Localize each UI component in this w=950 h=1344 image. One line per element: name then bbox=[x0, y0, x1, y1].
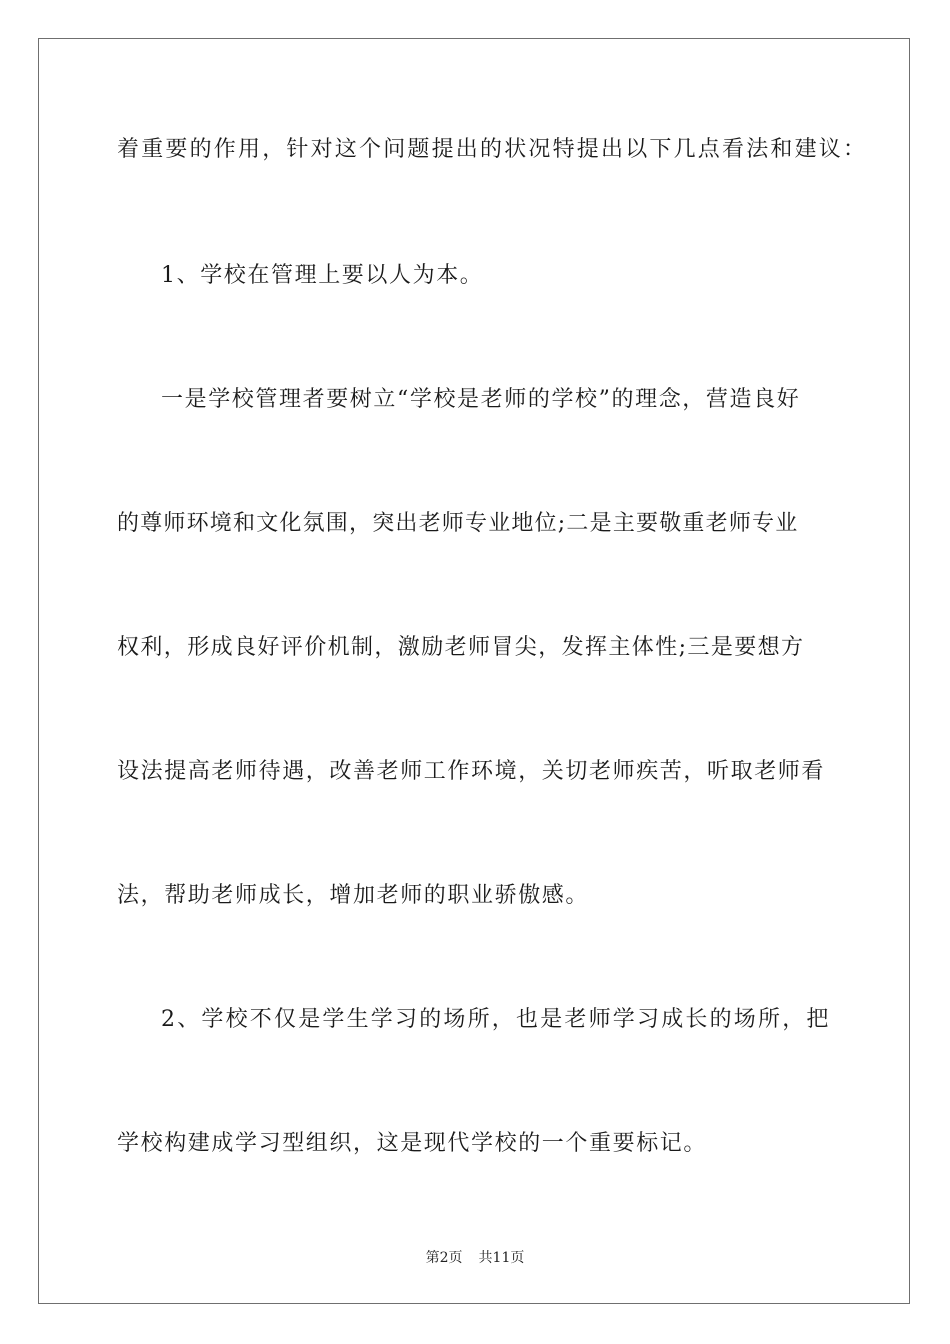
page-number: 第2页 bbox=[425, 1250, 463, 1266]
paragraph-line: 学校构建成学习型组织，这是现代学校的一个重要标记。 bbox=[117, 1131, 708, 1156]
paragraph-line: 的尊师环境和文化氛围，突出老师专业地位;二是主要敬重老师专业 bbox=[117, 511, 799, 536]
page-footer bbox=[39, 1249, 911, 1267]
paragraph-line: 设法提高老师待遇，改善老师工作环境，关切老师疾苦，听取老师看 bbox=[117, 759, 826, 784]
body-line: 着重要的作用，针对这个问题提出的状况特提出以下几点看法和建议： bbox=[117, 137, 868, 162]
section-heading: 1、学校在管理上要以人为本。 bbox=[161, 263, 484, 288]
page-total: 共11页 bbox=[478, 1250, 525, 1266]
paragraph-line: 权利，形成良好评价机制，激励老师冒尖，发挥主体性;三是要想方 bbox=[117, 635, 805, 660]
section-heading: 2、学校不仅是学生学习的场所，也是老师学习成长的场所，把 bbox=[161, 1007, 831, 1032]
page-frame bbox=[38, 38, 910, 1304]
paragraph-line: 一是学校管理者要树立“学校是老师的学校”的理念，营造良好 bbox=[161, 387, 801, 412]
paragraph-line: 法，帮助老师成长，增加老师的职业骄傲感。 bbox=[117, 883, 590, 908]
